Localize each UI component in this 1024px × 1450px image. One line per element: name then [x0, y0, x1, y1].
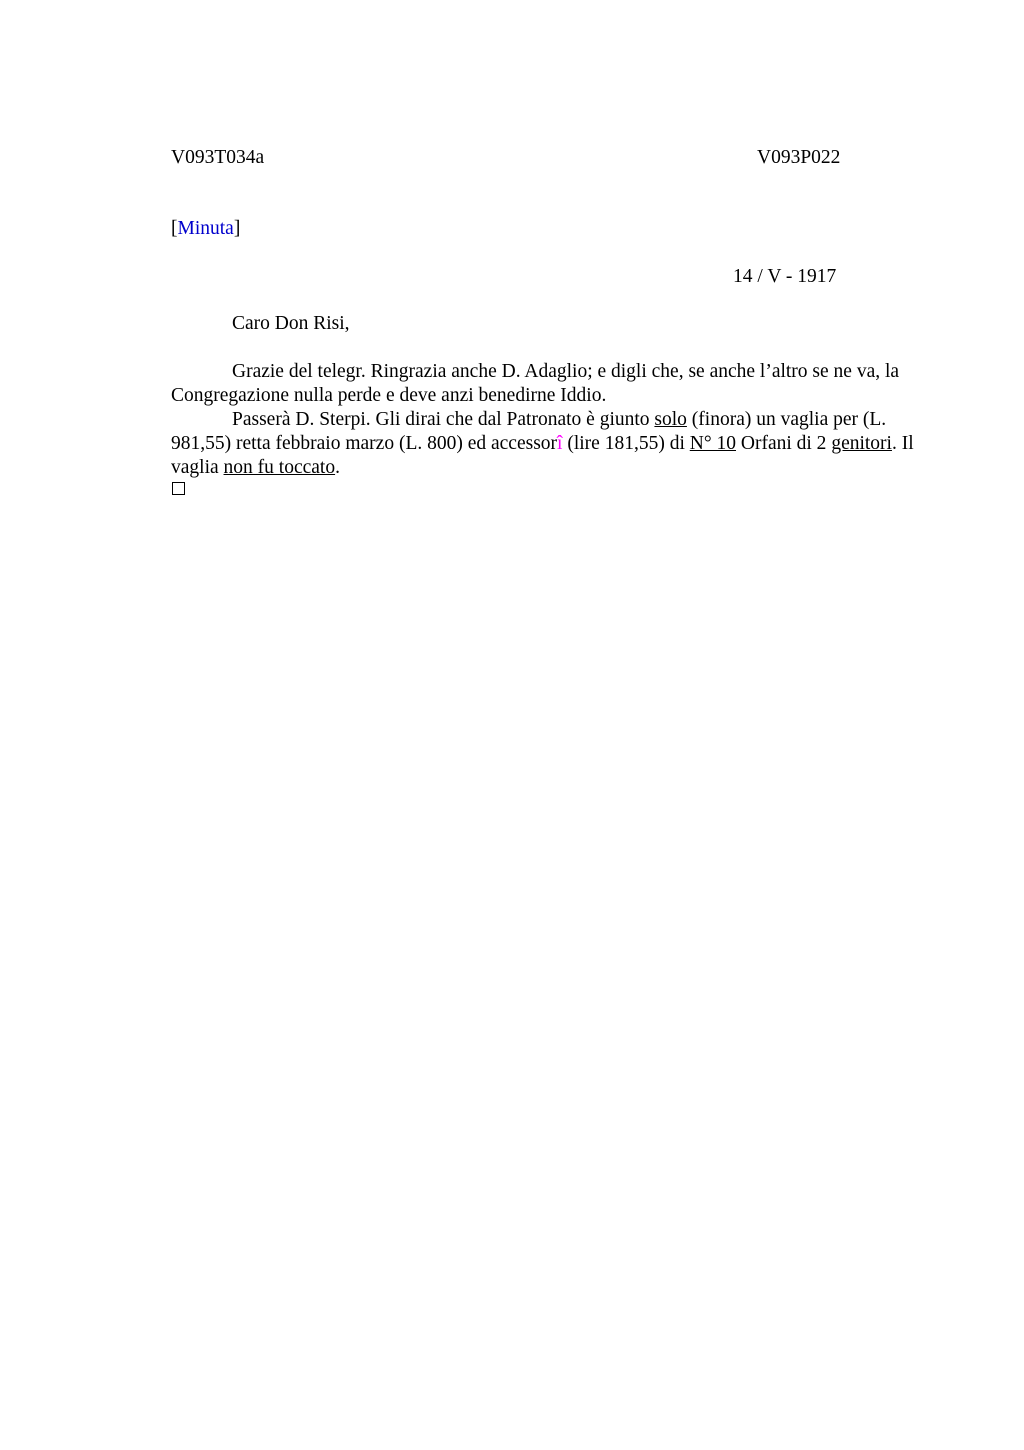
letter-salutation: Caro Don Risi, [232, 313, 350, 334]
paragraph-2-text: (lire 181,55) di [562, 433, 690, 454]
paragraph-2-text: (finora) un vaglia per (L. 981,55) retta febbraio marzo (L. 800) ed accessor [171, 409, 887, 454]
close-bracket: ] [233, 218, 241, 239]
underlined-non-fu-toccato: non fu toccato [223, 457, 336, 478]
paragraph-2-text: Orfani di 2 [736, 433, 832, 454]
underlined-solo: solo [654, 409, 687, 430]
letter-body [171, 360, 931, 480]
minuta-label: Minuta [177, 218, 234, 239]
paragraph-2-text: Passerà D. Sterpi. Gli dirai che dal Patronato è giunto [232, 409, 655, 430]
highlighted-char: î [557, 433, 563, 454]
document-code-left: V093T034a [171, 147, 265, 168]
document-code-right: V093P022 [757, 147, 841, 168]
empty-square-icon [172, 482, 185, 495]
paragraph-2 [171, 408, 931, 480]
underlined-genitori: genitori [831, 433, 892, 454]
underlined-number: N° 10 [689, 433, 736, 454]
paragraph-2-text: . Il vaglia [171, 433, 914, 478]
paragraph-1: Grazie del telegr. Ringrazia anche D. Adaglio; e digli che, se anche l’altro se ne va, la Congregazione nulla perde e deve anzi benedirne Iddio. [171, 361, 900, 406]
open-bracket: [ [171, 218, 178, 239]
paragraph-2-text: . [335, 457, 340, 478]
letter-date: 14 / V - 1917 [733, 266, 837, 287]
minuta-annotation [171, 218, 240, 240]
